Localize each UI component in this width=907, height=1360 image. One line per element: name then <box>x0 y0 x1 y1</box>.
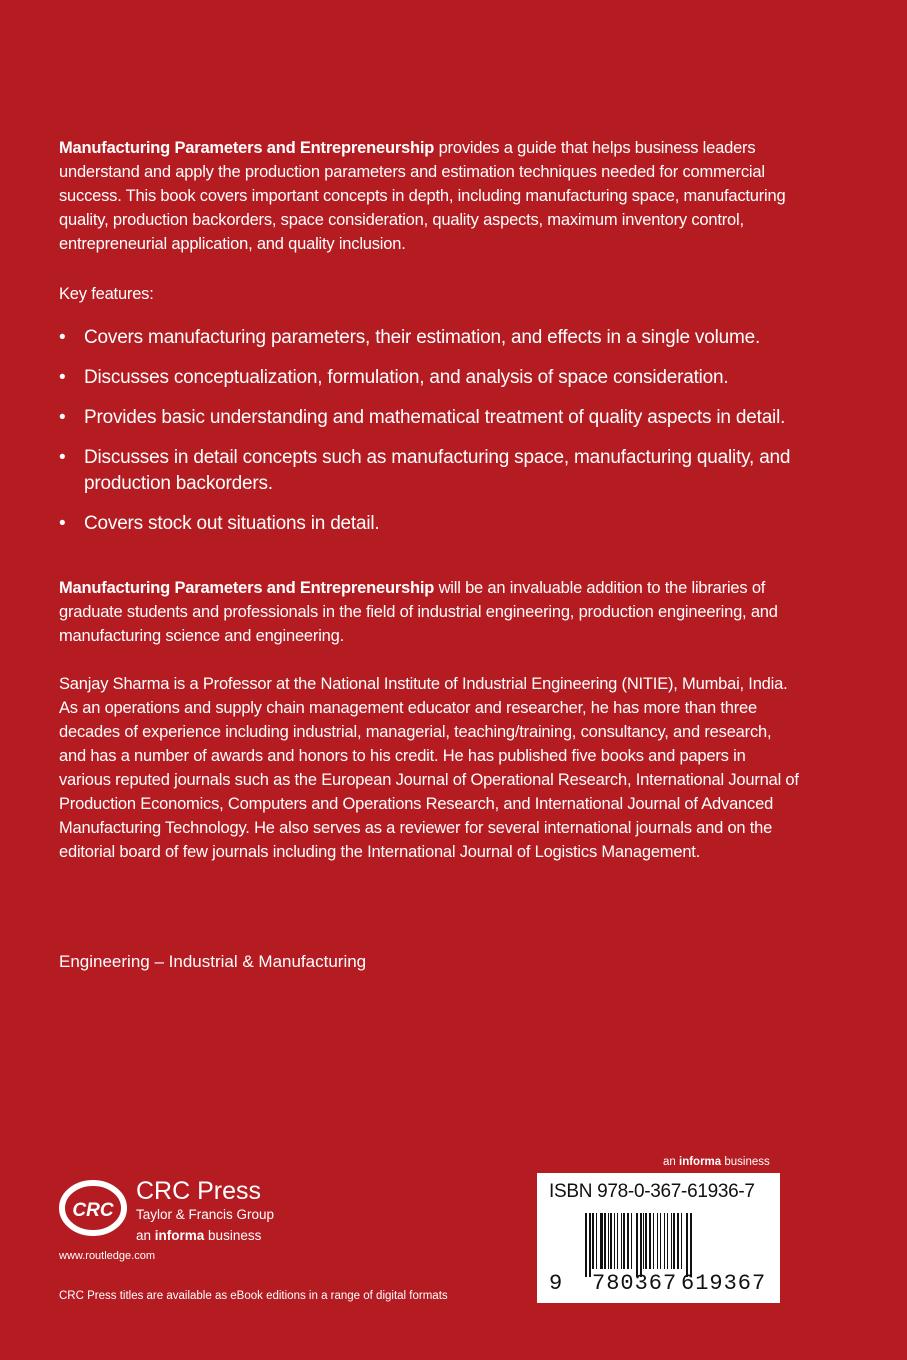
barcode-bar <box>671 1213 672 1269</box>
tag-bold: informa <box>679 1156 722 1168</box>
publisher-informa <box>136 1228 261 1243</box>
feature-text: Provides basic understanding and mathematical treatment of quality aspects in detail. <box>84 407 786 428</box>
barcode-bar <box>627 1213 629 1269</box>
features-list <box>59 325 799 551</box>
barcode-digits <box>537 1271 780 1301</box>
barcode-bar <box>664 1213 665 1269</box>
bio-line: various reputed journals such as the European Journal of Operational Research, International Journal of <box>59 771 799 789</box>
description-line: success. This book covers important concepts in depth, including manufacturing space, manufacturing <box>59 187 786 205</box>
barcode-bar <box>585 1213 587 1277</box>
barcode-bar <box>621 1213 622 1269</box>
tag-suffix: business <box>721 1156 770 1168</box>
barcode-digits-left: 780367 <box>592 1271 678 1296</box>
crc-logo-text: CRC <box>72 1200 114 1221</box>
barcode-bar <box>600 1213 603 1269</box>
subject-category: Engineering – Industrial & Manufacturing <box>59 952 367 971</box>
barcode-bar <box>614 1213 615 1269</box>
barcode-bar <box>690 1213 692 1277</box>
key-features-label: Key features: <box>59 285 154 303</box>
book-title-bold: Manufacturing Parameters and Entrepreneurship <box>59 579 435 597</box>
feature-item <box>59 405 799 431</box>
barcode-bar <box>645 1213 647 1269</box>
barcode-bar <box>677 1213 679 1269</box>
tag-prefix: an <box>663 1156 679 1168</box>
bullet-icon: • <box>59 407 66 428</box>
book-title-bold: Manufacturing Parameters and Entrepreneurship <box>59 139 435 157</box>
description-line: entrepreneurial application, and quality inclusion. <box>59 235 406 253</box>
ebook-note: CRC Press titles are available as eBook editions in a range of digital formats <box>59 1290 448 1302</box>
barcode-bar <box>596 1213 597 1269</box>
publisher-name: CRC Press <box>136 1177 262 1205</box>
description-line: understand and apply the production parameters and estimation techniques needed for commercial <box>59 163 765 181</box>
bullet-icon: • <box>59 367 66 388</box>
barcode-bar <box>636 1213 638 1277</box>
bullet-icon: • <box>59 513 66 534</box>
barcode-bar <box>623 1213 625 1269</box>
description-paragraph <box>59 136 799 256</box>
barcode-bar <box>604 1213 606 1269</box>
barcode-bar <box>589 1213 591 1277</box>
audience-paragraph <box>59 576 799 648</box>
barcode-bar <box>592 1213 594 1269</box>
barcode-bar <box>617 1213 618 1269</box>
feature-item <box>59 325 799 351</box>
barcode-bar <box>653 1213 654 1269</box>
bio-line: As an operations and supply chain management educator and researcher, he has more than three <box>59 699 757 717</box>
crc-logo-icon <box>59 1180 127 1236</box>
isbn-text: ISBN 978-0-367-61936-7 <box>549 1181 755 1202</box>
barcode-bar <box>608 1213 609 1269</box>
bio-line: Sanjay Sharma is a Professor at the National Institute of Industrial Engineering (NITIE), Mumbai, India. <box>59 675 788 693</box>
feature-item <box>59 445 799 497</box>
feature-text: Discusses conceptualization, formulation, and analysis of space consideration. <box>84 367 729 388</box>
informa-prefix: an <box>136 1228 155 1243</box>
barcode-bar <box>643 1213 644 1269</box>
bullet-icon: • <box>59 447 66 468</box>
barcode-informa-tag <box>663 1156 770 1168</box>
feature-text: Covers manufacturing parameters, their estimation, and effects in a single volume. <box>84 327 761 348</box>
bio-line: Manufacturing Technology. He also serves as a reviewer for several international journals and on the <box>59 819 773 837</box>
isbn-barcode-box <box>537 1173 780 1303</box>
description-line: quality, production backorders, space consideration, quality aspects, maximum inventory control, <box>59 211 744 229</box>
barcode-bar <box>681 1213 682 1269</box>
barcode-bar <box>657 1213 658 1269</box>
barcode-bar <box>631 1213 632 1269</box>
bio-line: decades of experience including industrial, managerial, teaching/training, consultancy, and research, <box>59 723 772 741</box>
audience-line: will be an invaluable addition to the libraries of <box>434 579 766 597</box>
informa-bold: informa <box>154 1228 205 1243</box>
barcode-bar <box>649 1213 651 1269</box>
feature-text: production backorders. <box>84 473 273 494</box>
feature-item <box>59 511 799 537</box>
bio-line: Production Economics, Computers and Operations Research, and International Journal of Advanced <box>59 795 774 813</box>
barcode-bar <box>673 1213 675 1269</box>
barcode-bar <box>686 1213 688 1277</box>
feature-item <box>59 365 799 391</box>
audience-line: manufacturing science and engineering. <box>59 627 345 645</box>
barcode-bar <box>640 1213 642 1277</box>
barcode-bar <box>610 1213 612 1269</box>
barcode-bar <box>667 1213 668 1269</box>
audience-line: graduate students and professionals in the field of industrial engineering, production engineering, and <box>59 603 778 621</box>
publisher-group: Taylor & Francis Group <box>136 1207 275 1222</box>
barcode-digits-right: 619367 <box>681 1271 767 1296</box>
author-bio <box>59 672 799 864</box>
feature-text: Discusses in detail concepts such as manufacturing space, manufacturing quality, and <box>84 447 791 468</box>
bullet-icon: • <box>59 327 66 348</box>
bio-line: and has a number of awards and honors to his credit. He has published five books and papers in <box>59 747 746 765</box>
bio-line: editorial board of few journals including the International Journal of Logistics Management. <box>59 843 701 861</box>
description-line: provides a guide that helps business leaders <box>434 139 756 157</box>
barcode-bar <box>660 1213 661 1269</box>
publisher-url[interactable]: www.routledge.com <box>59 1250 155 1262</box>
feature-text: Covers stock out situations in detail. <box>84 513 380 534</box>
informa-suffix: business <box>204 1228 262 1243</box>
barcode-digit-first: 9 <box>549 1271 563 1296</box>
